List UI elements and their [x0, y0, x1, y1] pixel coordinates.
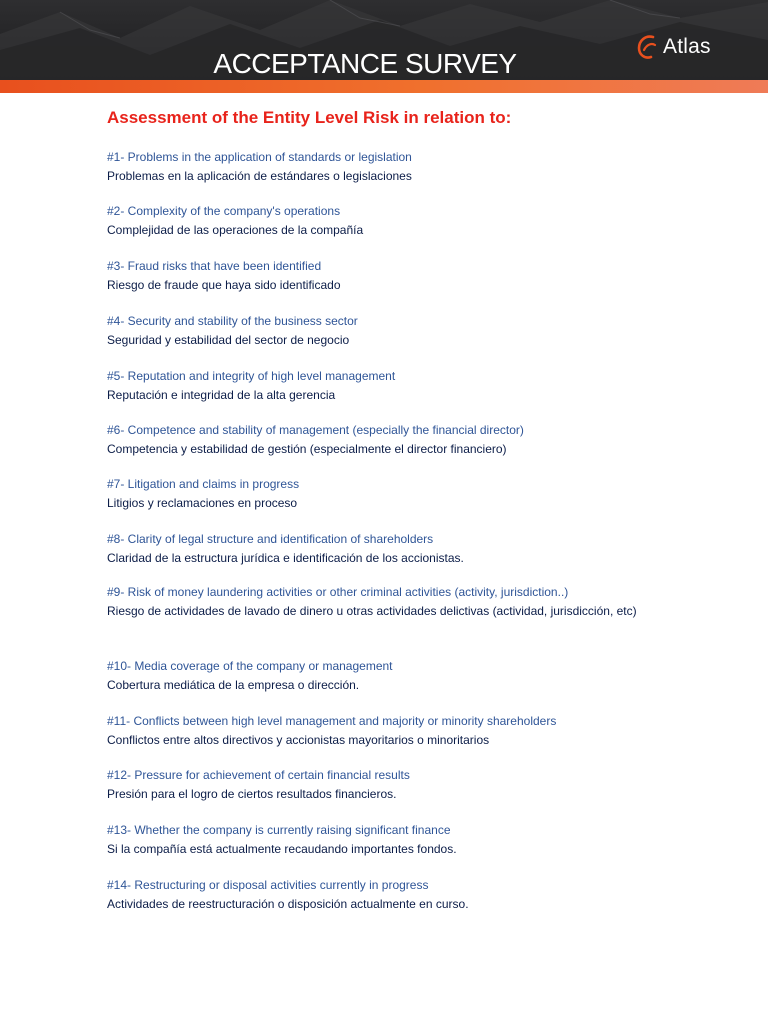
item-spanish-text: Cobertura mediática de la empresa o dirección.	[107, 678, 360, 692]
header-accent-bar	[0, 80, 768, 93]
atlas-logo-text: Atlas	[663, 35, 711, 58]
item-spanish-text: Problemas en la aplicación de estándares o legislaciones	[107, 169, 412, 183]
item-english-text: #3- Fraud risks that have been identified	[107, 259, 322, 273]
item-english-text: #2- Complexity of the company's operations	[107, 204, 341, 218]
item-spanish-text: Riesgo de actividades de lavado de dinero u otras actividades delictivas (actividad, jurisdicción, etc)	[107, 604, 637, 618]
risk-item-3	[107, 257, 667, 295]
item-english-text: #4- Security and stability of the business sector	[107, 314, 358, 328]
item-spanish-text: Conflictos entre altos directivos y accionistas mayoritarios o minoritarios	[107, 733, 490, 747]
item-english-text: #7- Litigation and claims in progress	[107, 477, 300, 491]
item-spanish-text: Riesgo de fraude que haya sido identificado	[107, 278, 341, 292]
page-title: ACCEPTANCE SURVEY	[213, 48, 517, 79]
risk-item-2	[107, 202, 667, 240]
risk-item-1	[107, 148, 667, 186]
item-spanish-text: Reputación e integridad de la alta gerencia	[107, 388, 336, 402]
risk-item-4	[107, 312, 667, 350]
item-english-text: #5- Reputation and integrity of high level management	[107, 369, 396, 383]
risk-item-7	[107, 475, 667, 513]
item-spanish-text: Competencia y estabilidad de gestión (especialmente el director financiero)	[107, 442, 507, 456]
risk-item-6	[107, 421, 667, 459]
item-english-text: #12- Pressure for achievement of certain financial results	[107, 768, 410, 782]
risk-item-5	[107, 367, 667, 405]
item-spanish-text: Seguridad y estabilidad del sector de negocio	[107, 333, 350, 347]
risk-item-12	[107, 766, 667, 804]
atlas-logo-icon	[636, 33, 662, 61]
item-english-text: #11- Conflicts between high level management and majority or minority shareholders	[107, 714, 557, 728]
item-spanish-text: Presión para el logro de ciertos resultados financieros.	[107, 787, 397, 801]
item-spanish-text: Litigios y reclamaciones en proceso	[107, 496, 298, 510]
item-english-text: #9- Risk of money laundering activities or other criminal activities (activity, jurisdiction..)	[107, 585, 569, 599]
risk-item-14	[107, 876, 667, 914]
risk-item-9	[107, 583, 667, 621]
risk-item-11	[107, 712, 667, 750]
item-spanish-text: Complejidad de las operaciones de la compañía	[107, 223, 364, 237]
page-header	[0, 0, 768, 80]
item-spanish-text: Actividades de reestructuración o disposición actualmente en curso.	[107, 897, 469, 911]
item-english-text: #1- Problems in the application of standards or legislation	[107, 150, 412, 164]
item-english-text: #6- Competence and stability of management (especially the financial director)	[107, 423, 524, 437]
item-english-text: #14- Restructuring or disposal activities currently in progress	[107, 878, 429, 892]
section-heading: Assessment of the Entity Level Risk in relation to:	[107, 108, 512, 127]
risk-item-10	[107, 657, 667, 695]
item-spanish-text: Si la compañía está actualmente recaudando importantes fondos.	[107, 842, 457, 856]
item-spanish-text: Claridad de la estructura jurídica e identificación de los accionistas.	[107, 551, 464, 565]
item-english-text: #13- Whether the company is currently raising significant finance	[107, 823, 451, 837]
risk-item-8	[107, 530, 667, 568]
item-english-text: #10- Media coverage of the company or management	[107, 659, 393, 673]
item-english-text: #8- Clarity of legal structure and identification of shareholders	[107, 532, 434, 546]
atlas-logo	[636, 32, 711, 62]
risk-item-13	[107, 821, 667, 859]
